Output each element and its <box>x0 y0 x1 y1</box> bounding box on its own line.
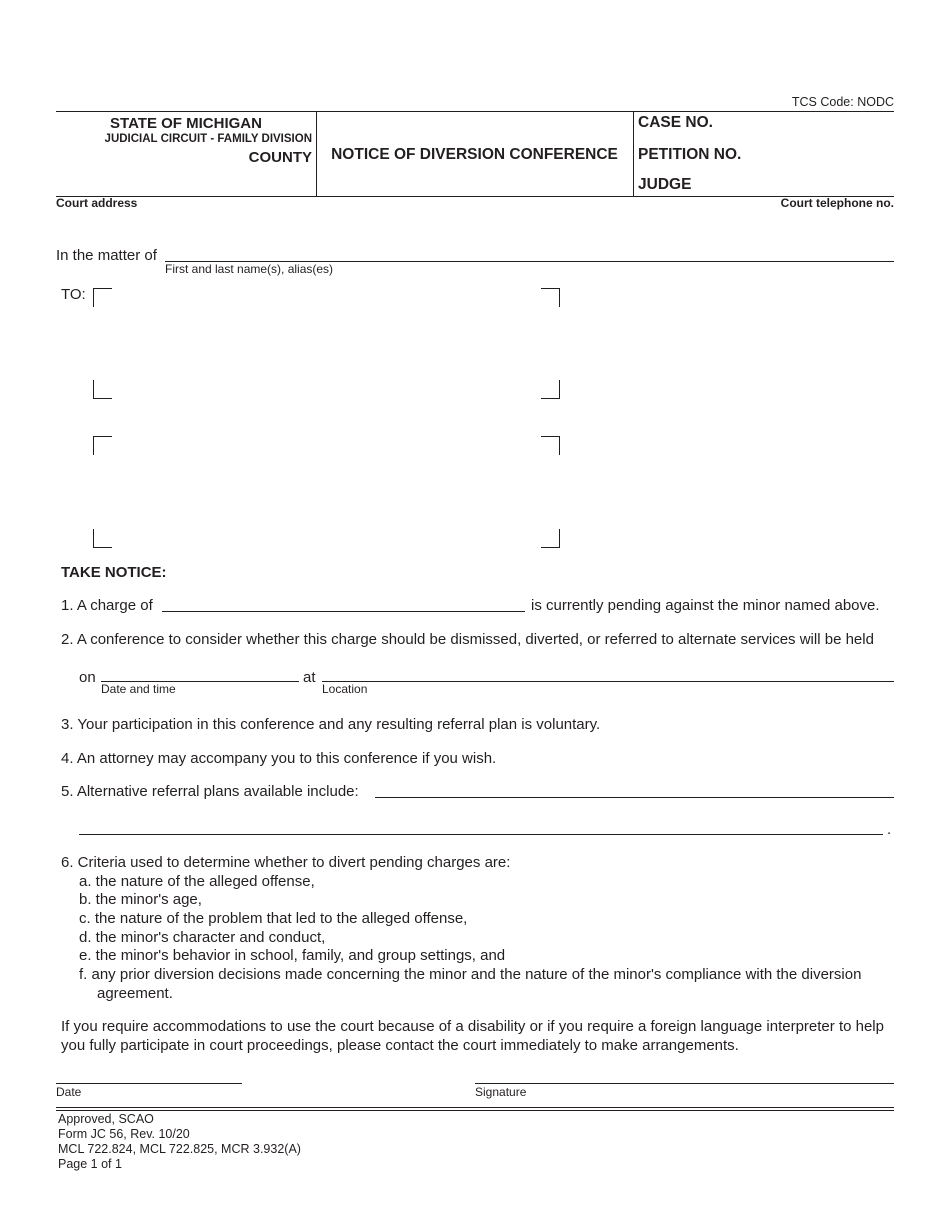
item-5-period: . <box>887 821 892 838</box>
criteria-f: f. any prior diversion decisions made concerning the minor and the nature of the minor's compliance with the diversion <box>79 966 862 983</box>
box-corner <box>541 288 560 307</box>
box-corner <box>93 288 112 307</box>
footer-approved: Approved, SCAO <box>58 1112 154 1126</box>
criteria-f-cont: agreement. <box>97 985 173 1002</box>
item-1-suffix: is currently pending against the minor named above. <box>531 597 880 614</box>
county-label: COUNTY <box>248 149 312 166</box>
circuit-name: JUDICIAL CIRCUIT - FAMILY DIVISION <box>104 133 312 145</box>
item-6-text: 6. Criteria used to determine whether to divert pending charges are: <box>61 854 511 871</box>
date-field[interactable] <box>56 1083 242 1084</box>
footer-statutes: MCL 722.824, MCL 722.825, MCR 3.932(A) <box>58 1142 301 1156</box>
court-telephone-label: Court telephone no. <box>780 196 894 210</box>
date-label: Date <box>56 1085 82 1099</box>
item-3-text: 3. Your participation in this conference and any resulting referral plan is voluntary. <box>61 716 601 733</box>
signature-label: Signature <box>475 1085 527 1099</box>
judge-label[interactable]: JUDGE <box>638 176 692 193</box>
referral-plans-field-2[interactable] <box>79 834 883 835</box>
referral-plans-field[interactable] <box>375 797 894 798</box>
item-2-on: on <box>79 669 96 686</box>
location-caption: Location <box>322 682 368 696</box>
accommodation-line-1: If you require accommodations to use the court because of a disability or if you require a foreign language interpreter to help <box>61 1018 884 1035</box>
criteria-a: a. the nature of the alleged offense, <box>79 873 315 890</box>
petition-no-label[interactable]: PETITION NO. <box>638 146 742 163</box>
accommodation-line-2: you fully participate in court proceedings, please contact the court immediately to make arrangements. <box>61 1037 739 1054</box>
form-header <box>56 111 894 197</box>
charge-field[interactable] <box>162 611 525 612</box>
take-notice-heading: TAKE NOTICE: <box>61 564 167 581</box>
location-field[interactable] <box>322 681 894 682</box>
court-block <box>56 112 317 196</box>
court-address-label: Court address <box>56 196 138 210</box>
form-title-block <box>316 112 634 196</box>
matter-label: In the matter of <box>56 247 157 264</box>
box-corner <box>93 529 112 548</box>
item-5-text: 5. Alternative referral plans available include: <box>61 783 359 800</box>
case-block <box>638 112 894 196</box>
signature-field[interactable] <box>475 1083 894 1084</box>
box-corner <box>541 529 560 548</box>
tcs-code: TCS Code: NODC <box>791 95 894 109</box>
item-1-prefix: 1. A charge of <box>61 597 153 614</box>
to-label: TO: <box>61 286 86 303</box>
criteria-e: e. the minor's behavior in school, family, and group settings, and <box>79 947 506 964</box>
criteria-d: d. the minor's character and conduct, <box>79 929 326 946</box>
footer-rule <box>56 1107 894 1111</box>
item-2-at: at <box>303 669 316 686</box>
criteria-c: c. the nature of the problem that led to the alleged offense, <box>79 910 468 927</box>
matter-caption: First and last name(s), alias(es) <box>165 262 334 276</box>
date-time-caption: Date and time <box>101 682 176 696</box>
item-2-text: 2. A conference to consider whether this charge should be dismissed, diverted, or referred to alternate services will be held <box>61 631 874 648</box>
state-name: STATE OF MICHIGAN <box>110 115 262 132</box>
footer-form-number: Form JC 56, Rev. 10/20 <box>58 1127 190 1141</box>
form-title: NOTICE OF DIVERSION CONFERENCE <box>331 146 618 163</box>
criteria-b: b. the minor's age, <box>79 891 202 908</box>
box-corner <box>541 436 560 455</box>
case-no-label[interactable]: CASE NO. <box>638 114 713 131</box>
box-corner <box>93 380 112 399</box>
footer-page-number: Page 1 of 1 <box>58 1157 122 1171</box>
box-corner <box>541 380 560 399</box>
box-corner <box>93 436 112 455</box>
item-4-text: 4. An attorney may accompany you to this conference if you wish. <box>61 750 497 767</box>
